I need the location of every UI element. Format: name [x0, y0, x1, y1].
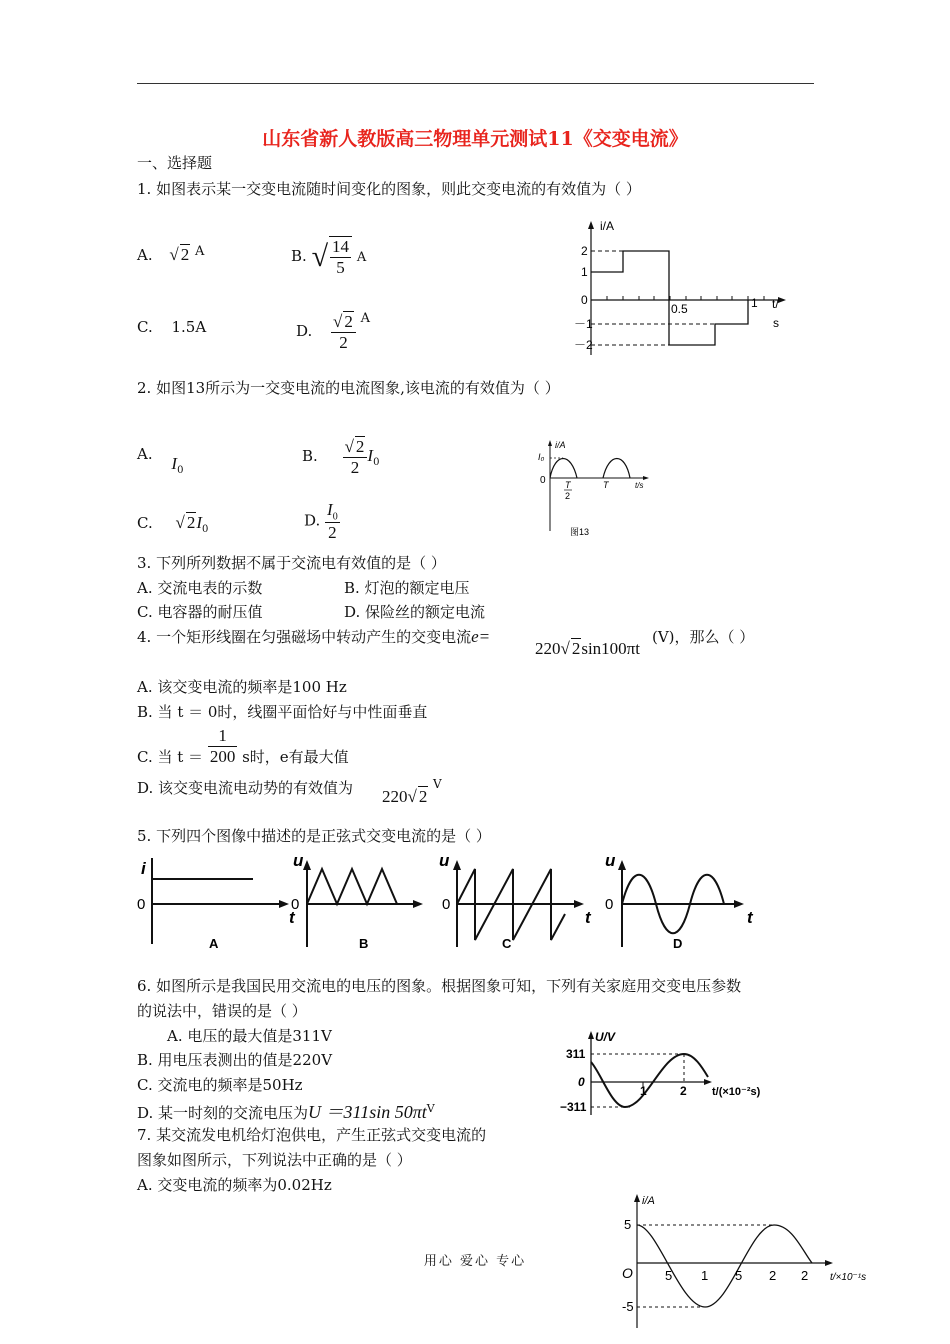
q1-d-label: D. — [296, 322, 313, 340]
q5-graph-a — [137, 858, 289, 951]
q1-a-value: 2 — [180, 245, 190, 264]
svg-text:C: C — [502, 936, 512, 951]
q1-graph-yn1: －1 — [574, 317, 593, 331]
q6-graph-x2: 2 — [680, 1084, 687, 1098]
svg-text:t: t — [289, 908, 295, 927]
q7-graph-ymax: 5 — [624, 1217, 632, 1232]
q1-b-fraction: $\frac{14}{5}$ — [329, 236, 352, 278]
q3-option-c[interactable]: C. 电容器的耐压值 — [137, 603, 263, 621]
q1-graph-yn2: －2 — [574, 338, 593, 352]
q6-stem-2: 的说法中，错误的是（ ） — [137, 1002, 307, 1020]
svg-text:i: i — [141, 859, 146, 878]
q4-tail: (V)，那么（ ） — [652, 628, 755, 646]
q1-b-label: B. — [291, 247, 307, 265]
q1-graph-ylabel: i/A — [600, 219, 615, 233]
q6-stem-1: 6. 如图所示是我国民用交流电的电压的图象。根据图象可知，下列有关家庭用交变电压参数 — [137, 977, 742, 995]
q1-graph-x1: 1 — [751, 296, 758, 310]
q5-graph-b — [289, 852, 423, 951]
q1-graph-y1: 1 — [581, 265, 588, 279]
q2-a-label: A. — [137, 445, 153, 463]
q7-graph-x15: 5 — [735, 1268, 743, 1283]
q4-stem: 4. 一个矩形线圈在匀强磁场中转动产生的交变电流e= — [137, 627, 491, 646]
header-rule — [137, 83, 814, 84]
q2-graph-caption: 图13 — [570, 527, 590, 537]
q1-graph-xlabel: t/ — [772, 297, 779, 311]
q3-option-b[interactable]: B. 灯泡的额定电压 — [344, 579, 470, 597]
q7-stem-2: 图象如图所示，下列说法中正确的是（ ） — [137, 1151, 412, 1169]
q7-graph-x25: 2 — [801, 1268, 809, 1283]
q2-option-c[interactable]: C. √ $2I_0$ — [137, 513, 209, 535]
q6-voltage-graph — [556, 1027, 786, 1117]
q4-c-fraction: $\frac{1}{200}$ — [209, 726, 236, 766]
q7-graph-ylabel: i/A — [642, 1195, 655, 1207]
q3-option-d[interactable]: D. 保险丝的额定电流 — [344, 603, 486, 621]
svg-text:t: t — [585, 908, 591, 927]
q2-c-label: C. — [137, 514, 153, 532]
q2-graph-origin: 0 — [540, 475, 546, 486]
sqrt-sign-icon: √ — [311, 240, 329, 273]
q6-graph-x1: 1 — [640, 1084, 647, 1098]
q1-option-c[interactable] — [137, 318, 206, 336]
q4-d-unit: V — [433, 777, 442, 791]
q1-d-fraction: $\frac{√ 2}{2}$ — [331, 311, 356, 353]
svg-text:D: D — [673, 936, 683, 951]
sqrt-sign-icon: √ — [169, 245, 179, 264]
q1-a-unit: A — [195, 244, 205, 259]
svg-text:t: t — [747, 908, 753, 927]
svg-text:B: B — [359, 936, 369, 951]
q1-d-unit: A — [360, 311, 371, 326]
svg-text:A: A — [209, 936, 219, 951]
svg-text:u: u — [605, 852, 616, 870]
q2-graph-t: T — [603, 480, 609, 490]
q6-option-d[interactable]: D. 某一时刻的交流电压为U ＝311sin $50\pi t^V$ — [137, 1102, 435, 1122]
sqrt-sign-icon: √ — [175, 513, 185, 532]
q7-graph-x05: 5 — [665, 1268, 673, 1283]
q7-graph-x2: 2 — [769, 1268, 777, 1283]
q3-option-a[interactable]: A. 交流电表的示数 — [137, 579, 263, 597]
q6-graph-ymax: 311 — [566, 1047, 586, 1061]
page-footer: 用心 爱心 专心 — [423, 1254, 527, 1269]
svg-text:0: 0 — [137, 896, 146, 913]
q1-option-b[interactable] — [291, 236, 366, 278]
q2-d-label: D. — [304, 511, 321, 530]
page-title: 山东省新人教版高三物理单元测试11《交变电流》 — [262, 128, 688, 150]
q1-c-value: 1.5A — [171, 318, 207, 336]
svg-text:u: u — [439, 852, 450, 870]
q6-graph-xlabel: t/(×10⁻²s) — [712, 1086, 761, 1098]
svg-text:0: 0 — [291, 896, 300, 913]
q4-d-formula: 220√ 2 — [382, 787, 428, 806]
q1-c-label: C. — [137, 318, 153, 336]
q1-current-graph — [570, 215, 800, 365]
q1-b-unit: A — [356, 250, 367, 265]
svg-text:0: 0 — [442, 896, 451, 913]
q7-option-a[interactable]: A. 交变电流的频率为0.02Hz — [137, 1176, 332, 1194]
q1-graph-y2: 2 — [581, 244, 588, 258]
q2-b-fraction: $\frac{√ 2}{2}$ — [343, 436, 368, 478]
q5-graph-d — [605, 852, 754, 951]
q2-option-b[interactable]: B. $\frac{√ 2}{2}$ $I_0$ — [302, 437, 380, 477]
q7-graph-x1: 1 — [701, 1268, 709, 1283]
q1-stem: 1. 如图表示某一交变电流随时间变化的图象，则此交变电流的有效值为（ ） — [137, 180, 641, 198]
q2-stem: 2. 如图13所示为一交变电流的电流图象,该电流的有效值为（ ） — [137, 379, 560, 397]
q1-option-d[interactable] — [296, 311, 370, 353]
q2-graph-xlabel: t/s — [635, 481, 644, 490]
q2-b-label: B. — [302, 447, 318, 465]
svg-text:0: 0 — [605, 896, 614, 913]
q1-a-label: A. — [137, 246, 153, 264]
q7-graph-ymin: -5 — [622, 1299, 634, 1314]
q2-current-graph — [535, 436, 660, 544]
q2-graph-i0: I₀ — [538, 452, 545, 462]
q5-stem: 5. 下列四个图像中描述的是正弦式交变电流的是（ ） — [137, 827, 491, 845]
q3-stem: 3. 下列所列数据不属于交流电有效值的是（ ） — [137, 554, 446, 572]
q7-stem-1: 7. 某交流发电机给灯泡供电，产生正弦式交变电流的 — [137, 1126, 487, 1144]
q4-option-c[interactable]: C. 当 t ＝ $\frac{1}{200}$ s时，e有最大值 — [137, 726, 349, 766]
q2-a-value: I — [171, 454, 178, 473]
q6-option-c[interactable]: C. 交流电的频率是50Hz — [137, 1076, 303, 1094]
q1-option-a[interactable] — [137, 244, 204, 265]
q2-option-d[interactable] — [304, 500, 340, 543]
q6-option-b[interactable]: B. 用电压表测出的值是220V — [137, 1051, 333, 1069]
q4-option-d[interactable]: D. 该交变电流电动势的有效值为 — [137, 779, 354, 797]
q7-graph-xlabel: t/×10⁻¹s — [830, 1272, 867, 1283]
q5-graph-c — [439, 852, 592, 951]
q4-formula: 220√ 2sin100πt — [535, 639, 640, 658]
q5-graphs — [135, 852, 765, 954]
q1-graph-x05: 0.5 — [671, 302, 688, 316]
q6-option-a[interactable]: A. 电压的最大值是311V — [167, 1027, 332, 1045]
q2-graph-thalf-num: T — [565, 480, 571, 490]
q7-graph-origin: O — [622, 1265, 633, 1281]
q1-graph-origin: 0 — [581, 293, 588, 307]
q2-graph-ylabel: i/A — [555, 440, 566, 450]
q2-graph-thalf-den: 2 — [565, 491, 571, 501]
q2-d-fraction: $\frac{I_0}{2}$ — [327, 500, 338, 543]
section-heading: 一、选择题 — [137, 154, 213, 172]
q6-graph-origin: 0 — [578, 1075, 585, 1089]
svg-text:u: u — [293, 852, 304, 870]
q6-graph-ylabel: U/V — [595, 1030, 616, 1044]
q2-option-a[interactable]: A. $I_0$ — [137, 445, 184, 476]
q1-graph-xunit: s — [773, 316, 779, 330]
q6-graph-ymin: −311 — [560, 1100, 587, 1114]
q4-option-b[interactable]: B. 当 t ＝ 0时，线圈平面恰好与中性面垂直 — [137, 703, 428, 721]
q4-option-a[interactable]: A. 该交变电流的频率是100 Hz — [137, 678, 347, 696]
